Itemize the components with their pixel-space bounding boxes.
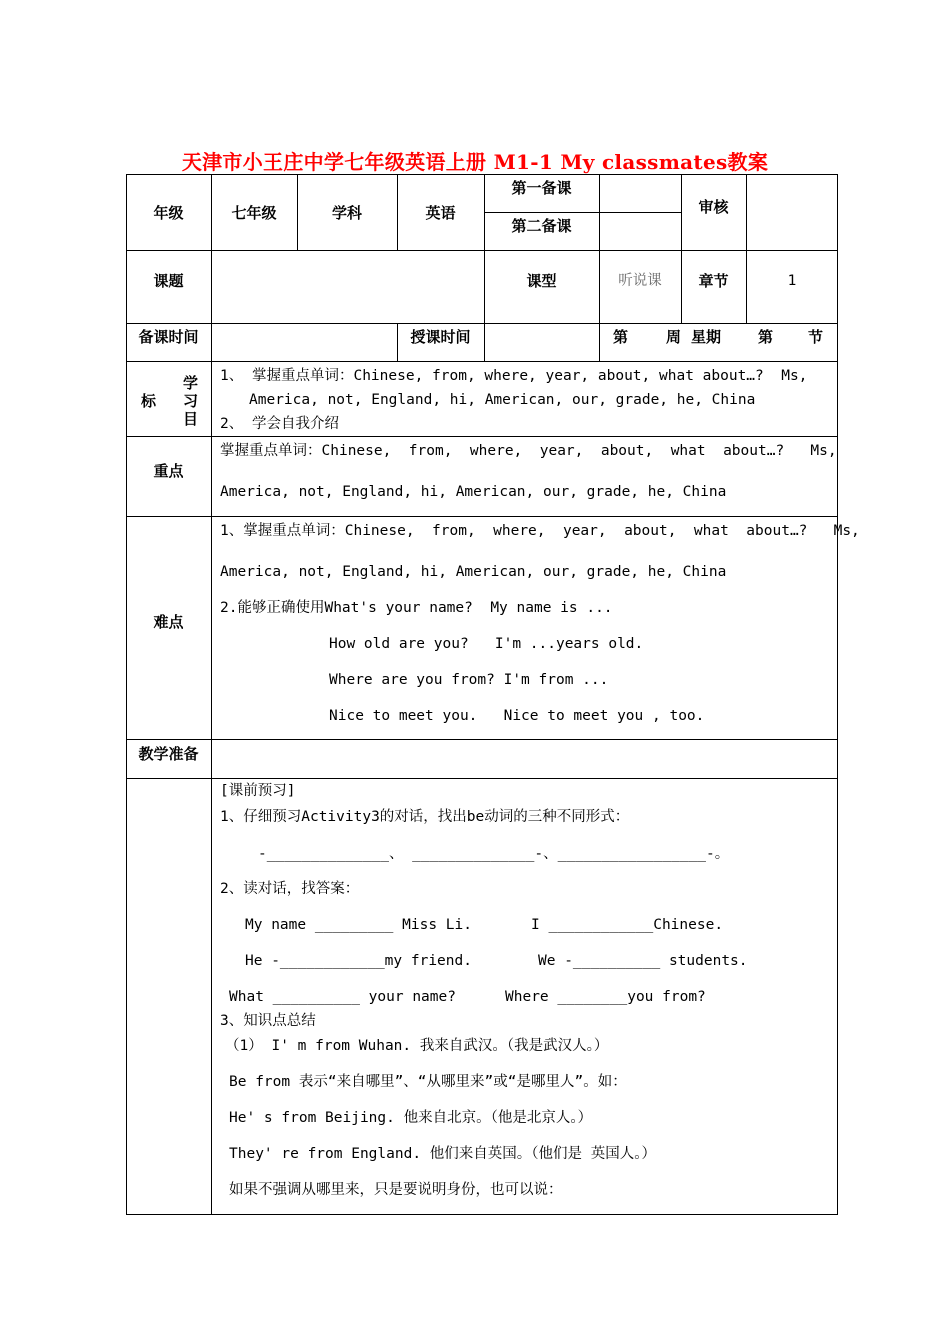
objectives-label-xi: 习 bbox=[183, 392, 199, 410]
review-label: 审核 bbox=[698, 198, 729, 216]
schedule-week: 周 bbox=[666, 328, 682, 346]
subject-label: 学科 bbox=[331, 204, 362, 222]
objectives-line-2: America, not, England, hi, American, our, grade, he, China bbox=[249, 392, 756, 408]
first-prep-label: 第一备课 bbox=[511, 179, 572, 197]
question-2-a: My name _________ Miss Li. bbox=[245, 917, 472, 933]
page-title: 天津市小王庄中学七年级英语上册 M1-1 My classmates教案 bbox=[181, 150, 769, 174]
difficulties-label: 难点 bbox=[153, 613, 184, 631]
lesson-type-value: 听说课 bbox=[618, 273, 662, 289]
difficulties-line-3: 2.能够正确使用What's your name? My name is ... bbox=[220, 600, 613, 616]
teach-time-label: 授课时间 bbox=[410, 328, 471, 346]
difficulties-line-4: How old are you? I'm ...years old. bbox=[329, 636, 644, 652]
knowledge-line-4: They' re from England. 他们来自英国。（他们是 英国人。） bbox=[229, 1146, 657, 1162]
question-1-blanks: -______________、 ______________-、_________________-。 bbox=[258, 846, 730, 862]
chapter-label: 章节 bbox=[698, 272, 729, 290]
schedule-di-1: 第 bbox=[613, 328, 629, 346]
preview-heading: [课前预习] bbox=[220, 783, 296, 799]
grade-label: 年级 bbox=[153, 204, 184, 222]
lesson-type-label: 课型 bbox=[526, 272, 557, 290]
knowledge-line-2: Be from 表示“来自哪里”、“从哪里来”或“是哪里人”。如： bbox=[229, 1074, 627, 1090]
objectives-label-xue: 学 bbox=[183, 374, 199, 392]
objectives-line-3: 2、 学会自我介绍 bbox=[220, 416, 339, 432]
question-2-c: He -____________my friend. bbox=[245, 953, 472, 969]
knowledge-line-3: He' s from Beijing. 他来自北京。（他是北京人。） bbox=[229, 1110, 593, 1126]
teaching-prep-label: 教学准备 bbox=[138, 745, 199, 763]
objectives-label-mu: 目 bbox=[183, 410, 199, 428]
question-1: 1、仔细预习Activity3的对话，找出be动词的三种不同形式： bbox=[220, 809, 630, 825]
topic-label: 课题 bbox=[153, 272, 184, 290]
question-2-f: Where ________you from? bbox=[505, 989, 706, 1005]
subject-value: 英语 bbox=[425, 204, 456, 222]
question-2: 2、读对话，找答案： bbox=[220, 881, 360, 897]
section-3-heading: 3、知识点总结 bbox=[220, 1013, 316, 1029]
key-points-line-2: America, not, England, hi, American, our, grade, he, China bbox=[220, 484, 727, 500]
schedule-di-2: 第 bbox=[758, 328, 774, 346]
knowledge-line-1: （1） I' m from Wuhan. 我来自武汉。（我是武汉人。） bbox=[225, 1038, 609, 1054]
question-2-b: I ____________Chinese. bbox=[531, 917, 724, 933]
chapter-value: 1 bbox=[787, 273, 797, 289]
objectives-line-1: 1、 掌握重点单词：Chinese, from, where, year, about, what about…? Ms, bbox=[220, 368, 808, 384]
key-points-label: 重点 bbox=[153, 462, 184, 480]
second-prep-label: 第二备课 bbox=[511, 217, 572, 235]
difficulties-line-1: 1、掌握重点单词：Chinese, from, where, year, about, what about…? Ms, bbox=[220, 523, 860, 539]
objectives-label-biao: 标 bbox=[141, 392, 157, 410]
difficulties-line-2: America, not, England, hi, American, our, grade, he, China bbox=[220, 564, 727, 580]
difficulties-line-5: Where are you from? I'm from ... bbox=[329, 672, 609, 688]
schedule-weekday: 星期 bbox=[691, 328, 722, 346]
question-2-d: We -__________ students. bbox=[538, 953, 748, 969]
grade-value: 七年级 bbox=[231, 204, 277, 222]
schedule-period: 节 bbox=[808, 328, 824, 346]
knowledge-line-5: 如果不强调从哪里来，只是要说明身份，也可以说： bbox=[229, 1182, 563, 1198]
prep-time-label: 备课时间 bbox=[138, 328, 199, 346]
key-points-line-1: 掌握重点单词：Chinese, from, where, year, about, what about…? Ms, bbox=[220, 443, 837, 459]
question-2-e: What __________ your name? bbox=[229, 989, 456, 1005]
difficulties-line-6: Nice to meet you. Nice to meet you , too. bbox=[329, 708, 705, 724]
